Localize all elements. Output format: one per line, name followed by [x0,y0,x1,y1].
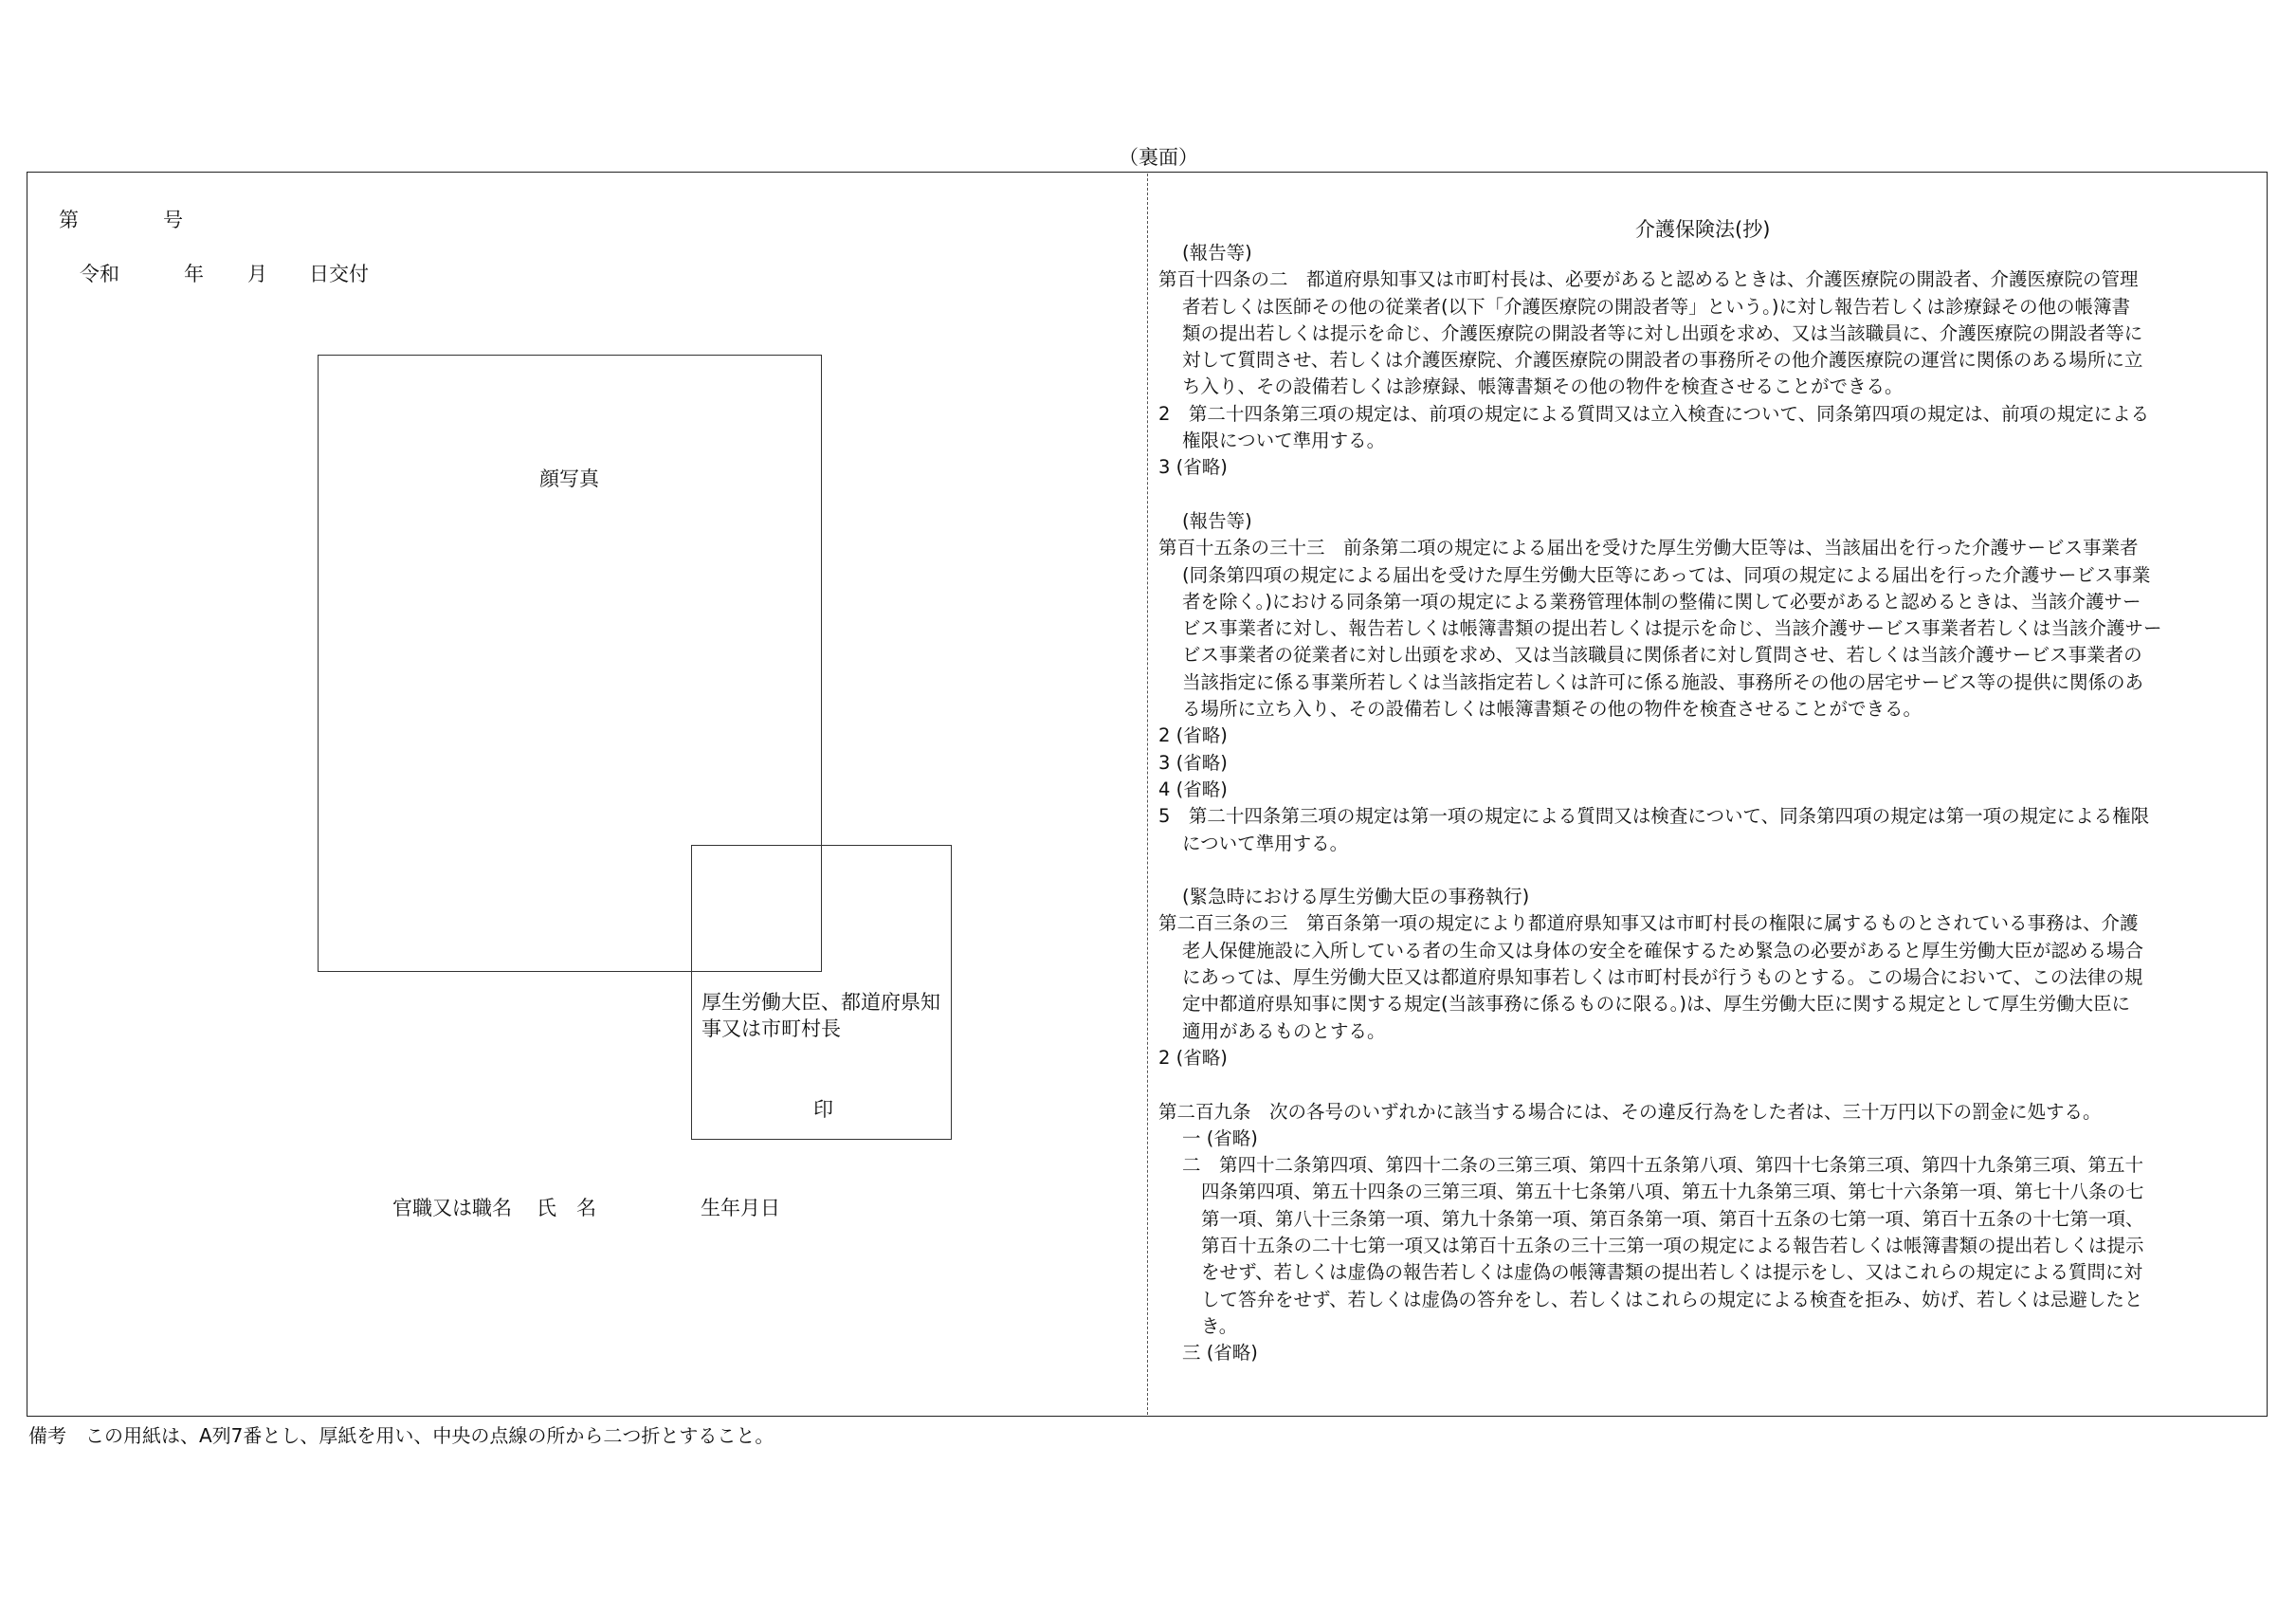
photo-label: 顔写真 [539,467,599,490]
law-line: 定中都道府県知事に関する規定(当該事務に係るものに限る。)は、厚生労働大臣に関する規定として厚生労働大臣に [1182,993,2130,1016]
law-line: (報告等) [1182,242,1252,264]
law-line: ビス事業者の従業者に対し出頭を求め、又は当該職員に関係者に対し質問させ、若しくは当該介護サービス事業者の [1182,644,2142,667]
law-line: き。 [1201,1314,1238,1337]
law-spacer [1158,482,2258,508]
issue-day: 日交付 [309,263,369,285]
birth-label: 生年月日 [701,1197,780,1219]
issuer-line-1: 厚生労働大臣、都道府県知 [702,991,940,1014]
back-side-label: （裏面） [1119,146,1198,169]
law-line: 者を除く。)における同条第一項の規定による業務管理体制の整備に関して必要があると認めるときは、当該介護サー [1182,590,2141,613]
law-title: 介護保険法(抄) [1635,218,1771,241]
law-line: 当該指定に係る事業所若しくは当該指定若しくは許可に係る施設、事務所その他の居宅サービス等の提供に関係のあ [1182,670,2144,693]
law-line: 4 (省略) [1158,778,1228,800]
law-line: (緊急時における厚生労働大臣の事務執行) [1182,886,1530,908]
law-line: 2 (省略) [1158,1046,1228,1069]
number-prefix: 第 [59,209,79,231]
law-line: ビス事業者に対し、報告若しくは帳簿書類の提出若しくは提示を命じ、当該介護サービス事業者若しくは当該介護サー [1182,617,2162,640]
law-line: 類の提出若しくは提示を命じ、介護医療院の開設者等に対し出頭を求め、又は当該職員に、介護医療院の開設者等に [1182,321,2143,344]
law-line: 者若しくは医師その他の従業者(以下「介護医療院の開設者等」という。)に対し報告若しくは診療録その他の帳簿書 [1182,295,2130,318]
law-line: る場所に立ち入り、その設備若しくは帳簿書類その他の物件を検査させることができる。 [1182,698,1922,721]
issue-month: 月 [247,263,267,285]
number-suffix: 号 [163,209,183,231]
law-line: について準用する。 [1182,832,1349,854]
law-spacer [1158,1072,2258,1098]
law-line: 第百十四条の二 都道府県知事又は市町村長は、必要があると認めるときは、介護医療院の開設者、介護医療院の管理 [1158,268,2139,291]
law-line: 3 (省略) [1158,456,1228,479]
law-spacer [1158,857,2258,884]
law-line: して答弁をせず、若しくは虚偽の答弁をし、若しくはこれらの規定による検査を拒み、妨げ、若しくは忌避したと [1201,1288,2143,1310]
law-line: 第一項、第八十三条第一項、第九十条第一項、第百条第一項、第百十五条の七第一項、第百十五条の十七第一項、 [1201,1207,2144,1230]
name-label: 氏 名 [537,1197,596,1219]
law-line: 2 第二十四条第三項の規定は、前項の規定による質問又は立入検査について、同条第四項の規定は、前項の規定による [1158,402,2150,425]
law-line: 一 (省略) [1182,1127,1258,1149]
law-line: ち入り、その設備若しくは診療録、帳簿書類その他の物件を検査させることができる。 [1182,376,1904,398]
law-line: (報告等) [1182,509,1252,532]
law-line: 適用があるものとする。 [1182,1019,1386,1042]
law-line: 老人保健施設に入所している者の生命又は身体の安全を確保するため緊急の必要があると厚生労働大臣が認める場合 [1182,939,2144,962]
law-line: にあっては、厚生労働大臣又は都道府県知事若しくは市町村長が行うものとする。この場合において、この法律の規 [1182,966,2143,989]
law-line: (同条第四項の規定による届出を受けた厚生労働大臣等にあっては、同項の規定による届出を行った介護サービス事業 [1182,563,2151,586]
law-line: をせず、若しくは虚偽の報告若しくは虚偽の帳簿書類の提出若しくは提示をし、又はこれらの規定による質問に対 [1201,1261,2142,1284]
law-line: 2 (省略) [1158,724,1228,747]
fold-line [1147,174,1148,1415]
law-line: 第百十五条の三十三 前条第二項の規定による届出を受けた厚生労働大臣等は、当該届出を行った介護サービス事業者 [1158,537,2139,559]
law-line: 第二百九条 次の各号のいずれかに該当する場合には、その違反行為をした者は、三十万円以下の罰金に処する。 [1158,1100,2102,1123]
law-line: 5 第二十四条第三項の規定は第一項の規定による質問又は検査について、同条第四項の規定は第一項の規定による権限 [1158,805,2150,828]
law-line: 対して質問させ、若しくは介護医療院、介護医療院の開設者の事務所その他介護医療院の運営に関係のある場所に立 [1182,349,2143,372]
remarks-note: 備考 この用紙は、A列7番とし、厚紙を用い、中央の点線の所から二つ折とすること。 [28,1424,774,1447]
law-line: 第二百三条の三 第百条第一項の規定により都道府県知事又は市町村長の権限に属するものとされている事務は、介護 [1158,912,2139,935]
law-line: 三 (省略) [1182,1342,1258,1365]
law-line: 四条第四項、第五十四条の三第三項、第五十七条第八項、第五十九条第三項、第七十六条第一項、第七十八条の七 [1201,1181,2144,1203]
law-line: 権限について準用する。 [1182,430,1386,452]
law-line: 二 第四十二条第四項、第四十二条の三第三項、第四十五条第八項、第四十七条第三項、第四十九条第三項、第五十 [1182,1154,2144,1177]
title-label: 官職又は職名 [392,1197,512,1219]
issue-era: 令和 [80,263,119,285]
seal-mark: 印 [813,1098,833,1121]
issue-year: 年 [184,263,204,285]
law-line: 3 (省略) [1158,751,1228,774]
law-text [1158,240,2258,1366]
issuer-line-2: 事又は市町村長 [702,1017,841,1040]
law-line: 第百十五条の二十七第一項又は第百十五条の三十三第一項の規定による報告若しくは帳簿書類の提出若しくは提示 [1201,1234,2144,1256]
